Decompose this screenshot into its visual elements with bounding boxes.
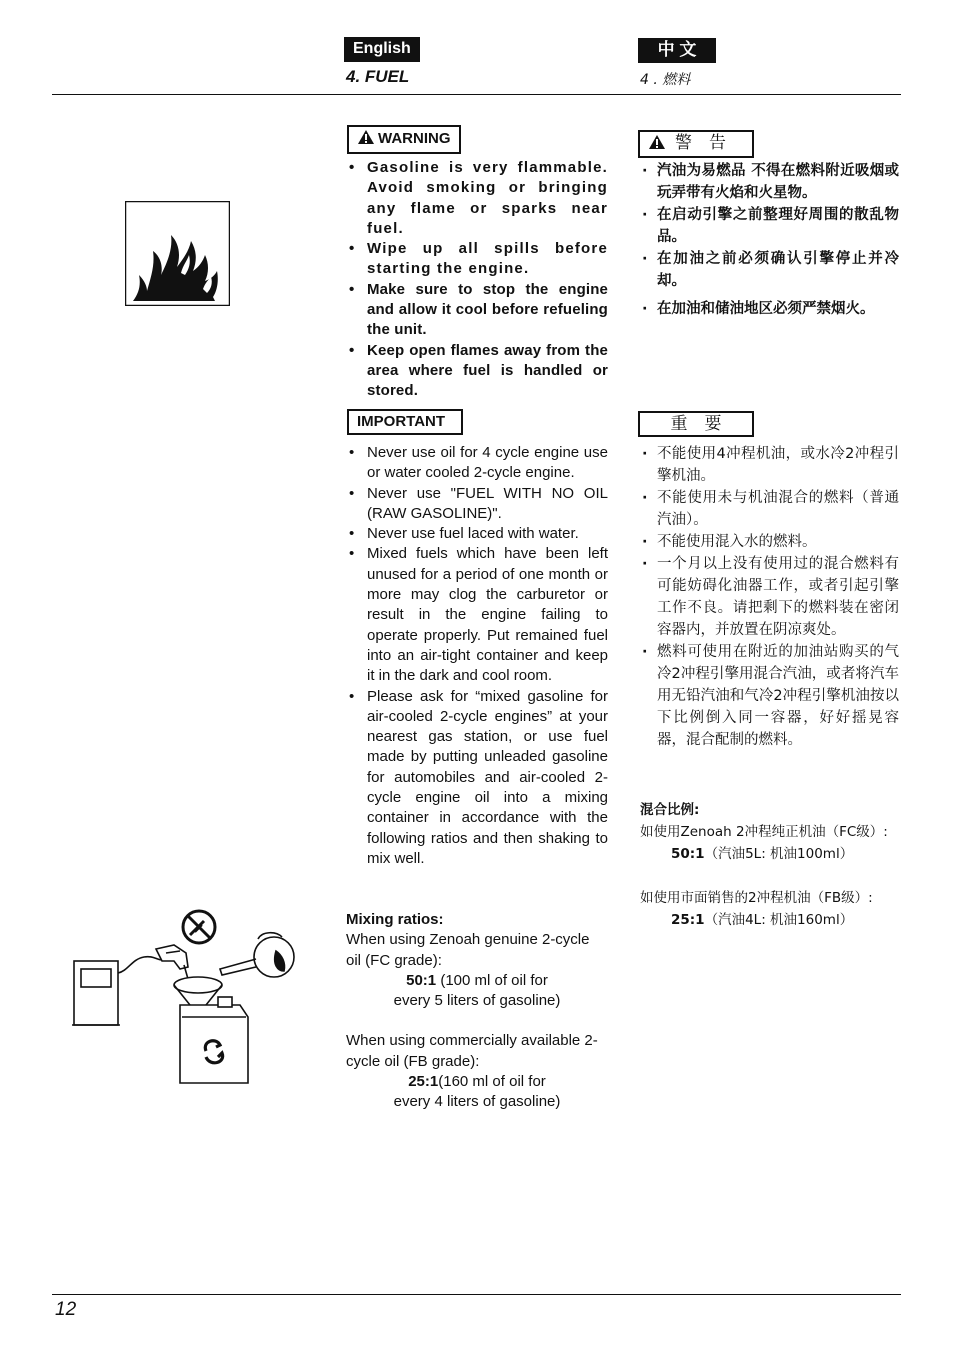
header-divider: [52, 94, 901, 95]
list-item: • Make sure to stop the engine and allow it cool before refueling the unit.: [346, 280, 608, 341]
warning-label-cn: [638, 130, 754, 158]
list-item: • Please ask for “mixed gasoline for air-cooled 2-cycle engines” at your nearest gas station, or use fuel made by putting unleaded gasoline for automobiles and air-cooled 2-cycle engine oil into a mixing container in accordance with the following ratios and then shaking to mix well.: [346, 687, 608, 870]
fb-ratio-line-2: every 4 liters of gasoline): [393, 1093, 561, 1111]
page-number: 12: [55, 1299, 77, 1320]
footer-divider: [52, 1294, 901, 1295]
fb-ratio-line: 25:1(160 ml of oil for: [408, 1073, 546, 1091]
warning-triangle-icon: [648, 134, 666, 154]
fc-ratio-line-2: every 5 liters of gasoline): [393, 992, 561, 1010]
list-item: · 不能使用4冲程机油，或水冷2冲程引擎机油。: [640, 443, 899, 487]
warning-label-cn-text: 警 告: [675, 133, 726, 153]
english-tag: English: [344, 37, 420, 62]
mixing-title-cn: 混合比例:: [640, 802, 700, 818]
warning-list-cn: [640, 160, 899, 320]
fc-intro: When using Zenoah genuine 2-cycle oil (FC grade):: [346, 931, 590, 969]
no-smoking-icon: [183, 911, 215, 943]
important-list-en: [346, 443, 608, 869]
chinese-tag: 中 文: [638, 38, 716, 63]
list-item: · 燃料可使用在附近的加油站购买的气冷2冲程引擎用混合汽油，或者将汽车用无铅汽油和气冷2冲程引擎机油按以下比例倒入同一容器，好好摇晃容器，混合配制的燃料。: [640, 641, 899, 751]
fb-ratio: 25:1: [408, 1073, 439, 1091]
important-list-cn: [640, 443, 899, 751]
list-item: · 不能使用混入水的燃料。: [640, 531, 899, 553]
gas-pump-icon: [72, 957, 170, 1025]
important-label: IMPORTANT: [347, 409, 463, 435]
fc-intro-cn: 如使用Zenoah 2冲程纯正机油（FC级）:: [640, 824, 888, 840]
fc-ratio-line: 50:1 (100 ml of oil for: [406, 971, 548, 989]
warning-label-text: WARNING: [378, 130, 451, 147]
list-item: • Wipe up all spills before starting the engine.: [346, 239, 608, 280]
fb-intro: When using commercially available 2-cycle oil (FB grade):: [346, 1032, 598, 1070]
mixing-ratios-en: [346, 910, 608, 1113]
list-item: • Keep open flames away from the area where fuel is handled or stored.: [346, 341, 608, 402]
list-item: • Gasoline is very flammable. Avoid smoking or bringing any flame or sparks near fuel.: [346, 158, 608, 239]
list-item: · 一个月以上没有使用过的混合燃料有可能妨碍化油器工作，或者引起引擎工作不良。请把剩下的燃料装在密闭容器内，并放置在阴凉爽处。: [640, 553, 899, 641]
list-item: · 在加油和储油地区必须严禁烟火。: [640, 298, 899, 320]
fc-ratio-line-cn: 50:1（汽油5L: 机油100ml）: [671, 846, 854, 862]
list-item: · 不能使用未与机油混合的燃料（普通汽油）。: [640, 487, 899, 531]
warning-label: [347, 125, 461, 154]
fuel-nozzle-icon: [156, 945, 188, 979]
warning-list-en: [346, 158, 608, 402]
list-item: • Never use oil for 4 cycle engine use or water cooled 2-cycle engine.: [346, 443, 608, 484]
list-item: · 在启动引擎之前整理好周围的散乱物品。: [640, 204, 899, 248]
fuel-mixing-illustration: [70, 905, 310, 1085]
fuel-container-icon: [180, 997, 248, 1083]
list-item: • Mixed fuels which have been left unused for a period of one month or more may clog the carburetor or result in the engine failing to operate properly. Put remained fuel into an air-tight container and keep it in the dark and cool room.: [346, 544, 608, 686]
fire-hazard-icon: [125, 201, 230, 306]
fb-ratio-line-cn: 25:1（汽油4L: 机油160ml）: [671, 912, 854, 928]
mixing-title: Mixing ratios:: [346, 911, 444, 928]
section-title-cn: 4 . 燃料: [640, 72, 691, 88]
warning-triangle-icon: [357, 129, 375, 150]
list-item: • Never use "FUEL WITH NO OIL (RAW GASOLINE)".: [346, 484, 608, 525]
important-label-cn: 重 要: [638, 411, 754, 437]
section-title-en: 4. FUEL: [346, 67, 410, 86]
list-item: · 在加油之前必须确认引擎停止并冷却。: [640, 248, 899, 292]
list-item: • Never use fuel laced with water.: [346, 524, 608, 544]
list-item: · 汽油为易燃品 不得在燃料附近吸烟或玩弄带有火焰和火星物。: [640, 160, 899, 204]
oil-can-icon: [220, 933, 294, 977]
fc-ratio: 50:1: [406, 971, 437, 989]
mixing-ratios-cn: [640, 799, 902, 931]
fb-intro-cn: 如使用市面销售的2冲程机油（FB级）:: [640, 890, 873, 906]
